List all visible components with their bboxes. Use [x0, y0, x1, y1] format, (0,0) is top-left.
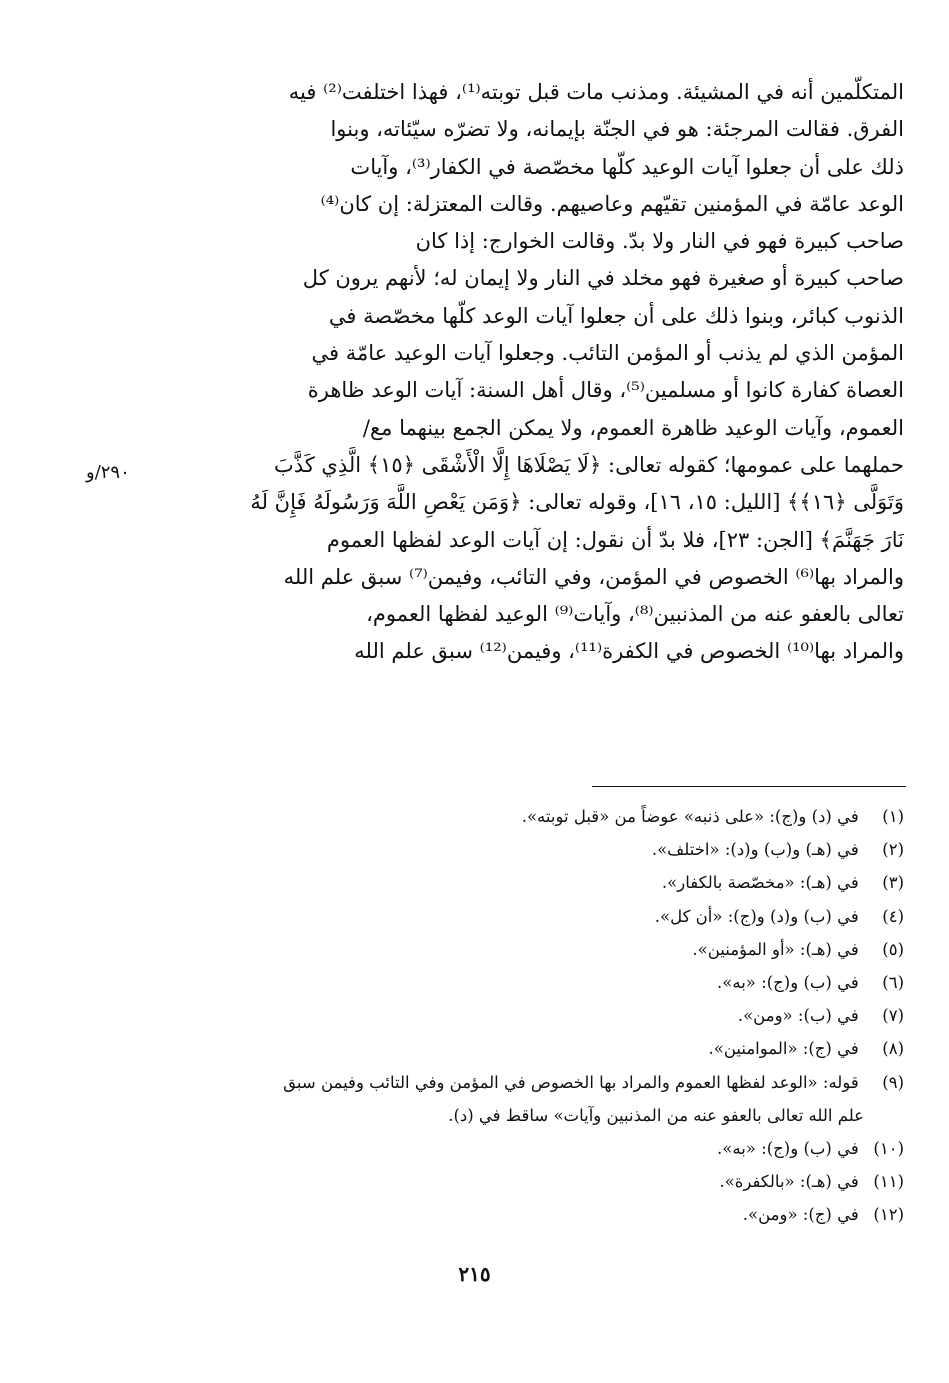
- footnote: [152, 866, 904, 899]
- footnote: [152, 1198, 904, 1231]
- footnote-text: في (ب) و(د) و(ج): «أن كل».: [654, 906, 859, 926]
- text-line: المؤمن الذي لم يذنب أو المؤمن التائب. وجعلوا آيات الوعيد عامّة في: [311, 341, 904, 366]
- footnote: [152, 933, 904, 966]
- footnote-number: (٤): [882, 906, 904, 926]
- footnote-text: في (هـ) و(ب) و(د): «اختلف».: [651, 840, 859, 860]
- footnote-number: (٦): [882, 972, 904, 992]
- text-line: صاحب كبيرة فهو في النار ولا بدّ. وقالت الخوارج: إذا كان: [415, 229, 904, 254]
- footnote: [152, 1132, 904, 1165]
- text-line: المتكلّمين أنه في المشيئة. ومذنب مات قبل توبته⁽¹⁾، فهذا اختلفت⁽²⁾ فيه: [288, 80, 904, 104]
- footnote: [152, 1066, 904, 1099]
- page-number: ٢١٥: [458, 1262, 491, 1286]
- footnote-text: قوله: «الوعد لفظها العموم والمراد بها الخصوص في المؤمن وفي التائب وفيمن سبق: [283, 1072, 859, 1092]
- text-line: والمراد بها⁽¹⁰⁾ الخصوص في الكفرة⁽¹¹⁾، وفيمن⁽¹²⁾ سبق علم الله: [354, 639, 904, 664]
- text-line: الوعد عامّة في المؤمنين تقيّهم وعاصيهم. وقالت المعتزلة: إن كان⁽⁴⁾: [320, 191, 904, 216]
- text-line: والمراد بها⁽⁶⁾ الخصوص في المؤمن، وفي التائب، وفيمن⁽⁷⁾ سبق علم الله: [283, 564, 904, 589]
- footnote: [152, 800, 904, 833]
- text-line: حملهما على عمومها؛ كقوله تعالى: ﴿لَا يَصْلَاهَا إِلَّا الْأَشْقَى ﴿١٥﴾ الَّذِي كَذَّبَ: [273, 452, 904, 477]
- footnote-number: (٨): [882, 1039, 904, 1059]
- footnote-text: في (ب) و(ج): «به».: [717, 972, 859, 992]
- footnote-number: (٢): [882, 840, 904, 860]
- footnote-number: (٥): [882, 939, 904, 959]
- text-line: صاحب كبيرة أو صغيرة فهو مخلد في النار ولا إيمان له؛ لأنهم يرون كل: [302, 266, 904, 291]
- footnote: [152, 900, 904, 933]
- footnote: [152, 1165, 904, 1198]
- footnote-number: (٧): [882, 1006, 904, 1026]
- footnote-number: (٣): [882, 873, 904, 893]
- text-line: الفرق. فقالت المرجئة: هو في الجنّة بإيمانه، ولا تضرّه سيّئاته، وبنوا: [330, 117, 904, 142]
- footnote-number: (١٢): [873, 1205, 904, 1225]
- manuscript-folio-note: ٢٩٠/و: [86, 462, 130, 483]
- footnote-continuation: [152, 1099, 904, 1132]
- footnote-text: علم الله تعالى بالعفو عنه من المذنبين وآيات» ساقط في (د).: [448, 1105, 864, 1125]
- footnote-text: في (ب) و(ج): «به».: [717, 1138, 859, 1158]
- footnote-text: في (د) و(ج): «على ذنبه» عوضاً من «قبل توبته».: [521, 807, 859, 826]
- footnotes-section: [152, 800, 904, 1231]
- text-line: ذلك على أن جعلوا آيات الوعيد كلّها مخصّصة في الكفار⁽³⁾، وآيات: [350, 154, 904, 179]
- footnote-text: في (ج): «الموامنين».: [708, 1039, 859, 1059]
- footnote: [152, 999, 904, 1032]
- footnote-text: في (ب): «ومن».: [737, 1006, 859, 1026]
- footnote-number: (١): [882, 807, 904, 826]
- text-line: تعالى بالعفو عنه من المذنبين⁽⁸⁾، وآيات⁽⁹⁾ الوعيد لفظها العموم،: [366, 602, 904, 627]
- footnote-number: (١١): [873, 1172, 904, 1192]
- text-line: الذنوب كبائر، وبنوا ذلك على أن جعلوا آيات الوعد كلّها مخصّصة في: [328, 303, 904, 328]
- footnote-number: (١٠): [873, 1138, 904, 1158]
- footnote-number: (٩): [882, 1072, 904, 1092]
- footnote-text: في (هـ): «مخصّصة بالكفار».: [661, 873, 859, 893]
- footnote: [152, 1032, 904, 1065]
- footnote-divider: [592, 786, 906, 787]
- text-line: نَارَ جَهَنَّمَ﴾ [الجن: ٢٣]، فلا بدّ أن نقول: إن آيات الوعد لفظها العموم: [326, 527, 904, 552]
- footnote-text: في (هـ): «بالكفرة».: [719, 1172, 859, 1192]
- text-line: وَتَوَلَّى ﴿١٦﴾﴾ [الليل: ١٥، ١٦]، وقوله تعالى: ﴿وَمَن يَعْصِ اللَّهَ وَرَسُولَهُ فَإِنَّ لَهُ: [250, 490, 904, 515]
- footnote: [152, 833, 904, 866]
- footnote-text: في (هـ): «أو المؤمنين».: [692, 939, 859, 959]
- footnote: [152, 966, 904, 999]
- text-line: العموم، وآيات الوعيد ظاهرة العموم، ولا يمكن الجمع بينهما مع/: [362, 415, 904, 440]
- text-line: العصاة كفارة كانوا أو مسلمين⁽⁵⁾، وقال أهل السنة: آيات الوعد ظاهرة: [307, 378, 904, 403]
- footnote-text: في (ج): «ومن».: [742, 1205, 859, 1225]
- main-text-body: [152, 74, 904, 671]
